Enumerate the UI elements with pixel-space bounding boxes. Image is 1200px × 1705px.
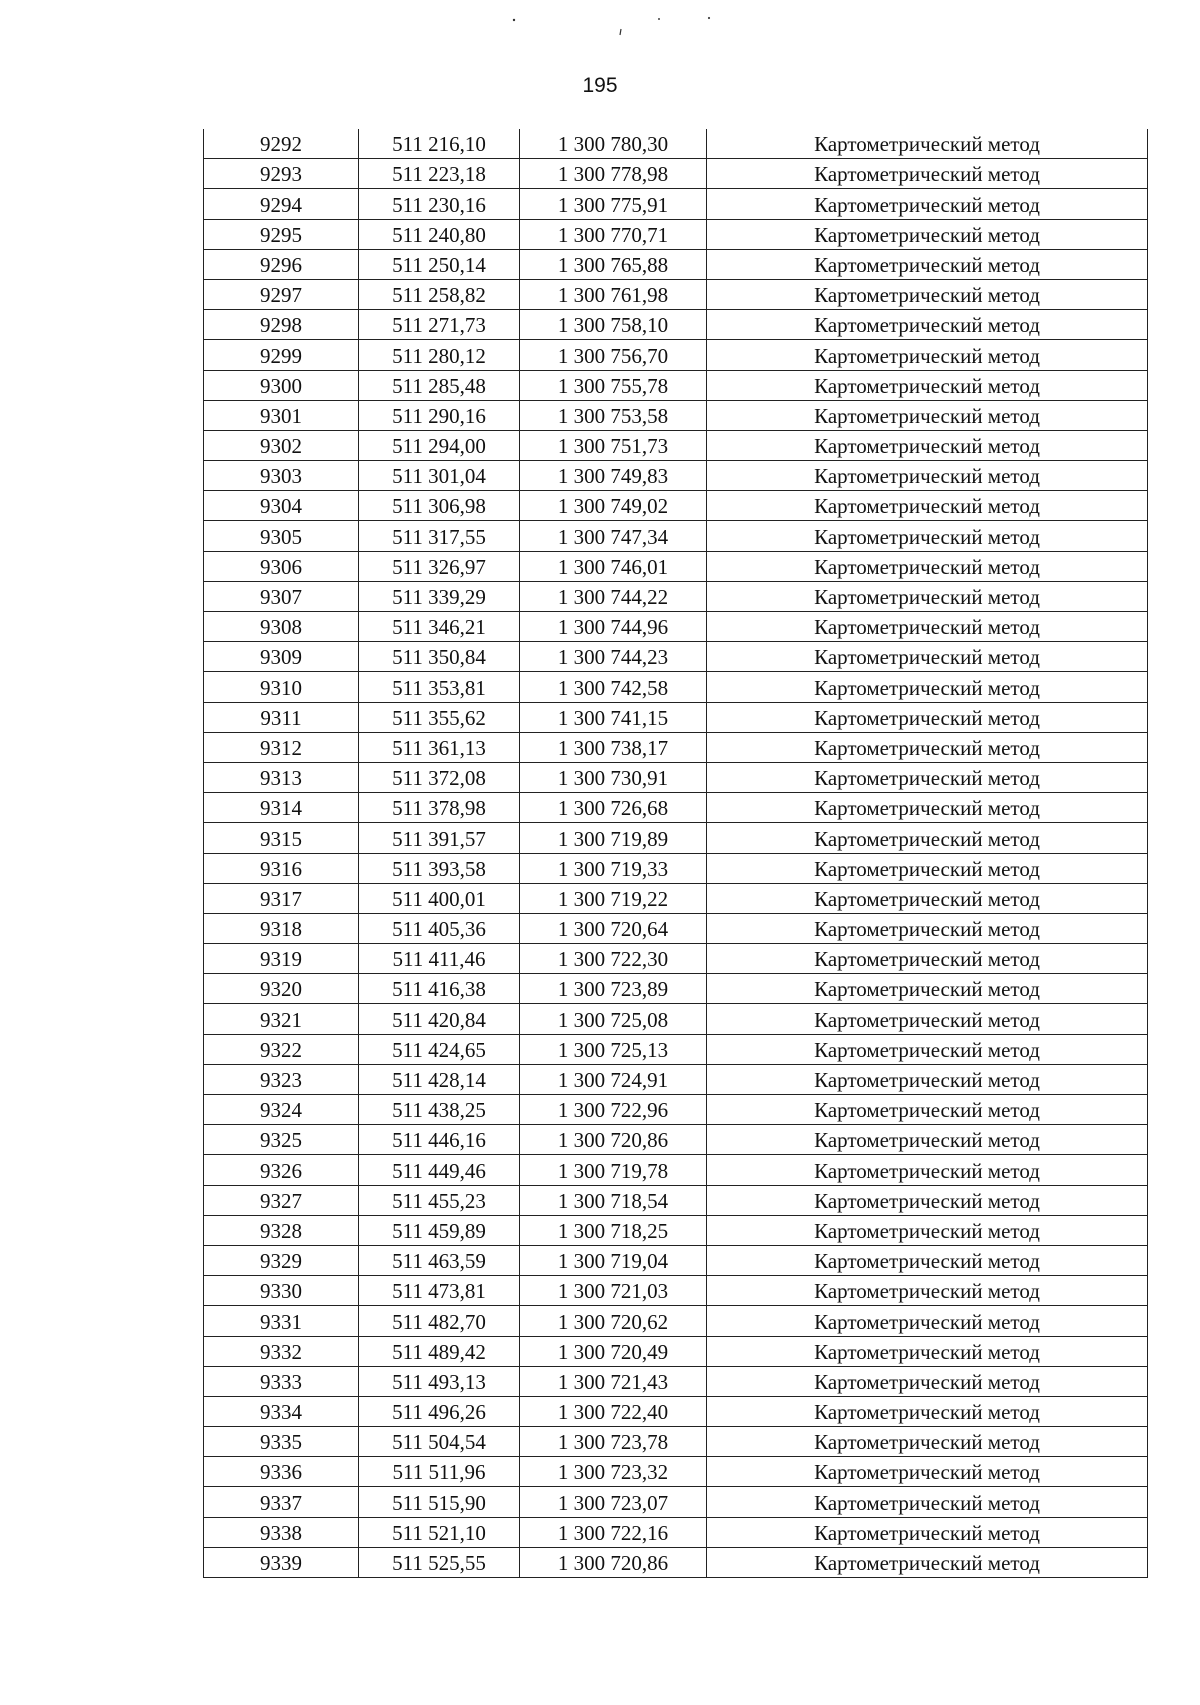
- y-coordinate-cell: 1 300 744,23: [520, 642, 707, 672]
- x-coordinate-cell: 511 230,16: [359, 189, 520, 219]
- point-number-cell: 9307: [204, 581, 359, 611]
- point-number-cell: 9322: [204, 1034, 359, 1064]
- x-coordinate-cell: 511 216,10: [359, 129, 520, 159]
- y-coordinate-cell: 1 300 756,70: [520, 340, 707, 370]
- x-coordinate-cell: 511 411,46: [359, 944, 520, 974]
- table-row: [204, 551, 1148, 581]
- method-cell: Картометрический метод: [707, 279, 1148, 309]
- table-row: [204, 732, 1148, 762]
- table-row: [204, 1215, 1148, 1245]
- y-coordinate-cell: 1 300 755,78: [520, 370, 707, 400]
- x-coordinate-cell: 511 223,18: [359, 159, 520, 189]
- point-number-cell: 9303: [204, 461, 359, 491]
- y-coordinate-cell: 1 300 753,58: [520, 400, 707, 430]
- point-number-cell: 9325: [204, 1125, 359, 1155]
- y-coordinate-cell: 1 300 722,96: [520, 1095, 707, 1125]
- x-coordinate-cell: 511 361,13: [359, 732, 520, 762]
- y-coordinate-cell: 1 300 770,71: [520, 219, 707, 249]
- method-cell: Картометрический метод: [707, 1215, 1148, 1245]
- method-cell: Картометрический метод: [707, 702, 1148, 732]
- point-number-cell: 9305: [204, 521, 359, 551]
- method-cell: Картометрический метод: [707, 340, 1148, 370]
- table-row: [204, 1185, 1148, 1215]
- x-coordinate-cell: 511 285,48: [359, 370, 520, 400]
- table-row: [204, 491, 1148, 521]
- x-coordinate-cell: 511 489,42: [359, 1336, 520, 1366]
- method-cell: Картометрический метод: [707, 853, 1148, 883]
- point-number-cell: 9294: [204, 189, 359, 219]
- table-row: [204, 1427, 1148, 1457]
- y-coordinate-cell: 1 300 723,89: [520, 974, 707, 1004]
- method-cell: Картометрический метод: [707, 612, 1148, 642]
- point-number-cell: 9310: [204, 672, 359, 702]
- point-number-cell: 9309: [204, 642, 359, 672]
- point-number-cell: 9324: [204, 1095, 359, 1125]
- scan-specks: [0, 14, 1200, 44]
- table-row: [204, 400, 1148, 430]
- table-row: [204, 612, 1148, 642]
- x-coordinate-cell: 511 463,59: [359, 1245, 520, 1275]
- y-coordinate-cell: 1 300 723,32: [520, 1457, 707, 1487]
- table-row: [204, 1004, 1148, 1034]
- method-cell: Картометрический метод: [707, 249, 1148, 279]
- table-row: [204, 310, 1148, 340]
- coordinates-table: [203, 129, 1148, 1578]
- point-number-cell: 9304: [204, 491, 359, 521]
- y-coordinate-cell: 1 300 746,01: [520, 551, 707, 581]
- method-cell: Картометрический метод: [707, 1427, 1148, 1457]
- page-number: 195: [582, 74, 618, 97]
- y-coordinate-cell: 1 300 751,73: [520, 430, 707, 460]
- table-row: [204, 159, 1148, 189]
- table-row: [204, 129, 1148, 159]
- point-number-cell: 9335: [204, 1427, 359, 1457]
- method-cell: Картометрический метод: [707, 370, 1148, 400]
- table-row: [204, 1457, 1148, 1487]
- y-coordinate-cell: 1 300 744,22: [520, 581, 707, 611]
- y-coordinate-cell: 1 300 758,10: [520, 310, 707, 340]
- coordinates-table-body: [204, 129, 1148, 1578]
- table-row: [204, 1517, 1148, 1547]
- x-coordinate-cell: 511 504,54: [359, 1427, 520, 1457]
- y-coordinate-cell: 1 300 775,91: [520, 189, 707, 219]
- point-number-cell: 9328: [204, 1215, 359, 1245]
- table-row: [204, 1487, 1148, 1517]
- method-cell: Картометрический метод: [707, 1034, 1148, 1064]
- table-row: [204, 370, 1148, 400]
- table-row: [204, 913, 1148, 943]
- y-coordinate-cell: 1 300 720,62: [520, 1306, 707, 1336]
- table-row: [204, 581, 1148, 611]
- point-number-cell: 9330: [204, 1276, 359, 1306]
- y-coordinate-cell: 1 300 718,25: [520, 1215, 707, 1245]
- table-row: [204, 1547, 1148, 1577]
- y-coordinate-cell: 1 300 722,30: [520, 944, 707, 974]
- x-coordinate-cell: 511 525,55: [359, 1547, 520, 1577]
- table-row: [204, 461, 1148, 491]
- y-coordinate-cell: 1 300 725,13: [520, 1034, 707, 1064]
- x-coordinate-cell: 511 515,90: [359, 1487, 520, 1517]
- method-cell: Картометрический метод: [707, 1457, 1148, 1487]
- y-coordinate-cell: 1 300 722,16: [520, 1517, 707, 1547]
- method-cell: Картометрический метод: [707, 883, 1148, 913]
- table-row: [204, 1366, 1148, 1396]
- x-coordinate-cell: 511 511,96: [359, 1457, 520, 1487]
- method-cell: Картометрический метод: [707, 1095, 1148, 1125]
- x-coordinate-cell: 511 496,26: [359, 1396, 520, 1426]
- y-coordinate-cell: 1 300 765,88: [520, 249, 707, 279]
- x-coordinate-cell: 511 290,16: [359, 400, 520, 430]
- method-cell: Картометрический метод: [707, 1396, 1148, 1426]
- table-row: [204, 944, 1148, 974]
- point-number-cell: 9323: [204, 1064, 359, 1094]
- point-number-cell: 9321: [204, 1004, 359, 1034]
- y-coordinate-cell: 1 300 719,33: [520, 853, 707, 883]
- method-cell: Картометрический метод: [707, 762, 1148, 792]
- y-coordinate-cell: 1 300 719,89: [520, 823, 707, 853]
- x-coordinate-cell: 511 326,97: [359, 551, 520, 581]
- point-number-cell: 9336: [204, 1457, 359, 1487]
- y-coordinate-cell: 1 300 724,91: [520, 1064, 707, 1094]
- x-coordinate-cell: 511 317,55: [359, 521, 520, 551]
- point-number-cell: 9318: [204, 913, 359, 943]
- table-row: [204, 1336, 1148, 1366]
- y-coordinate-cell: 1 300 720,49: [520, 1336, 707, 1366]
- x-coordinate-cell: 511 372,08: [359, 762, 520, 792]
- point-number-cell: 9317: [204, 883, 359, 913]
- point-number-cell: 9292: [204, 129, 359, 159]
- x-coordinate-cell: 511 416,38: [359, 974, 520, 1004]
- point-number-cell: 9331: [204, 1306, 359, 1336]
- x-coordinate-cell: 511 271,73: [359, 310, 520, 340]
- point-number-cell: 9316: [204, 853, 359, 883]
- point-number-cell: 9338: [204, 1517, 359, 1547]
- table-row: [204, 672, 1148, 702]
- table-row: [204, 1095, 1148, 1125]
- method-cell: Картометрический метод: [707, 1125, 1148, 1155]
- y-coordinate-cell: 1 300 730,91: [520, 762, 707, 792]
- y-coordinate-cell: 1 300 718,54: [520, 1185, 707, 1215]
- method-cell: Картометрический метод: [707, 793, 1148, 823]
- x-coordinate-cell: 511 455,23: [359, 1185, 520, 1215]
- method-cell: Картометрический метод: [707, 1487, 1148, 1517]
- table-row: [204, 1034, 1148, 1064]
- table-row: [204, 702, 1148, 732]
- point-number-cell: 9339: [204, 1547, 359, 1577]
- table-row: [204, 1245, 1148, 1275]
- x-coordinate-cell: 511 346,21: [359, 612, 520, 642]
- point-number-cell: 9319: [204, 944, 359, 974]
- method-cell: Картометрический метод: [707, 521, 1148, 551]
- method-cell: Картометрический метод: [707, 732, 1148, 762]
- point-number-cell: 9313: [204, 762, 359, 792]
- y-coordinate-cell: 1 300 719,22: [520, 883, 707, 913]
- y-coordinate-cell: 1 300 749,02: [520, 491, 707, 521]
- method-cell: Картометрический метод: [707, 672, 1148, 702]
- method-cell: Картометрический метод: [707, 913, 1148, 943]
- table-row: [204, 521, 1148, 551]
- y-coordinate-cell: 1 300 742,58: [520, 672, 707, 702]
- point-number-cell: 9311: [204, 702, 359, 732]
- method-cell: Картометрический метод: [707, 1336, 1148, 1366]
- x-coordinate-cell: 511 493,13: [359, 1366, 520, 1396]
- x-coordinate-cell: 511 459,89: [359, 1215, 520, 1245]
- point-number-cell: 9334: [204, 1396, 359, 1426]
- point-number-cell: 9296: [204, 249, 359, 279]
- table-row: [204, 793, 1148, 823]
- x-coordinate-cell: 511 482,70: [359, 1306, 520, 1336]
- method-cell: Картометрический метод: [707, 944, 1148, 974]
- method-cell: Картометрический метод: [707, 581, 1148, 611]
- x-coordinate-cell: 511 280,12: [359, 340, 520, 370]
- point-number-cell: 9315: [204, 823, 359, 853]
- y-coordinate-cell: 1 300 720,64: [520, 913, 707, 943]
- point-number-cell: 9302: [204, 430, 359, 460]
- y-coordinate-cell: 1 300 723,78: [520, 1427, 707, 1457]
- point-number-cell: 9308: [204, 612, 359, 642]
- point-number-cell: 9297: [204, 279, 359, 309]
- point-number-cell: 9298: [204, 310, 359, 340]
- method-cell: Картометрический метод: [707, 159, 1148, 189]
- y-coordinate-cell: 1 300 721,03: [520, 1276, 707, 1306]
- x-coordinate-cell: 511 473,81: [359, 1276, 520, 1306]
- point-number-cell: 9301: [204, 400, 359, 430]
- x-coordinate-cell: 511 355,62: [359, 702, 520, 732]
- point-number-cell: 9312: [204, 732, 359, 762]
- method-cell: Картометрический метод: [707, 823, 1148, 853]
- y-coordinate-cell: 1 300 722,40: [520, 1396, 707, 1426]
- y-coordinate-cell: 1 300 720,86: [520, 1547, 707, 1577]
- method-cell: Картометрический метод: [707, 1245, 1148, 1275]
- y-coordinate-cell: 1 300 741,15: [520, 702, 707, 732]
- table-row: [204, 823, 1148, 853]
- x-coordinate-cell: 511 258,82: [359, 279, 520, 309]
- method-cell: Картометрический метод: [707, 400, 1148, 430]
- table-row: [204, 642, 1148, 672]
- method-cell: Картометрический метод: [707, 1185, 1148, 1215]
- y-coordinate-cell: 1 300 761,98: [520, 279, 707, 309]
- x-coordinate-cell: 511 250,14: [359, 249, 520, 279]
- y-coordinate-cell: 1 300 747,34: [520, 521, 707, 551]
- method-cell: Картометрический метод: [707, 310, 1148, 340]
- table-row: [204, 1276, 1148, 1306]
- point-number-cell: 9299: [204, 340, 359, 370]
- x-coordinate-cell: 511 424,65: [359, 1034, 520, 1064]
- y-coordinate-cell: 1 300 744,96: [520, 612, 707, 642]
- x-coordinate-cell: 511 378,98: [359, 793, 520, 823]
- method-cell: Картометрический метод: [707, 129, 1148, 159]
- x-coordinate-cell: 511 306,98: [359, 491, 520, 521]
- x-coordinate-cell: 511 405,36: [359, 913, 520, 943]
- point-number-cell: 9337: [204, 1487, 359, 1517]
- point-number-cell: 9293: [204, 159, 359, 189]
- table-row: [204, 1125, 1148, 1155]
- table-row: [204, 430, 1148, 460]
- method-cell: Картометрический метод: [707, 642, 1148, 672]
- point-number-cell: 9329: [204, 1245, 359, 1275]
- table-row: [204, 1306, 1148, 1336]
- point-number-cell: 9333: [204, 1366, 359, 1396]
- method-cell: Картометрический метод: [707, 1276, 1148, 1306]
- y-coordinate-cell: 1 300 738,17: [520, 732, 707, 762]
- table-row: [204, 189, 1148, 219]
- table-row: [204, 853, 1148, 883]
- table-row: [204, 1155, 1148, 1185]
- x-coordinate-cell: 511 393,58: [359, 853, 520, 883]
- method-cell: Картометрический метод: [707, 1547, 1148, 1577]
- table-row: [204, 340, 1148, 370]
- method-cell: Картометрический метод: [707, 551, 1148, 581]
- table-row: [204, 974, 1148, 1004]
- table-row: [204, 249, 1148, 279]
- table-row: [204, 279, 1148, 309]
- x-coordinate-cell: 511 391,57: [359, 823, 520, 853]
- point-number-cell: 9332: [204, 1336, 359, 1366]
- method-cell: Картометрический метод: [707, 1064, 1148, 1094]
- method-cell: Картометрический метод: [707, 1517, 1148, 1547]
- method-cell: Картометрический метод: [707, 430, 1148, 460]
- x-coordinate-cell: 511 400,01: [359, 883, 520, 913]
- table-row: [204, 219, 1148, 249]
- table-row: [204, 1064, 1148, 1094]
- point-number-cell: 9320: [204, 974, 359, 1004]
- x-coordinate-cell: 511 446,16: [359, 1125, 520, 1155]
- method-cell: Картометрический метод: [707, 1306, 1148, 1336]
- y-coordinate-cell: 1 300 719,04: [520, 1245, 707, 1275]
- x-coordinate-cell: 511 339,29: [359, 581, 520, 611]
- x-coordinate-cell: 511 294,00: [359, 430, 520, 460]
- method-cell: Картометрический метод: [707, 974, 1148, 1004]
- method-cell: Картометрический метод: [707, 1366, 1148, 1396]
- point-number-cell: 9314: [204, 793, 359, 823]
- point-number-cell: 9326: [204, 1155, 359, 1185]
- y-coordinate-cell: 1 300 726,68: [520, 793, 707, 823]
- y-coordinate-cell: 1 300 749,83: [520, 461, 707, 491]
- x-coordinate-cell: 511 301,04: [359, 461, 520, 491]
- method-cell: Картометрический метод: [707, 1155, 1148, 1185]
- point-number-cell: 9295: [204, 219, 359, 249]
- x-coordinate-cell: 511 521,10: [359, 1517, 520, 1547]
- method-cell: Картометрический метод: [707, 219, 1148, 249]
- x-coordinate-cell: 511 350,84: [359, 642, 520, 672]
- x-coordinate-cell: 511 240,80: [359, 219, 520, 249]
- y-coordinate-cell: 1 300 725,08: [520, 1004, 707, 1034]
- x-coordinate-cell: 511 438,25: [359, 1095, 520, 1125]
- method-cell: Картометрический метод: [707, 189, 1148, 219]
- point-number-cell: 9327: [204, 1185, 359, 1215]
- table-row: [204, 762, 1148, 792]
- y-coordinate-cell: 1 300 720,86: [520, 1125, 707, 1155]
- point-number-cell: 9300: [204, 370, 359, 400]
- table-row: [204, 883, 1148, 913]
- x-coordinate-cell: 511 428,14: [359, 1064, 520, 1094]
- point-number-cell: 9306: [204, 551, 359, 581]
- y-coordinate-cell: 1 300 721,43: [520, 1366, 707, 1396]
- method-cell: Картометрический метод: [707, 491, 1148, 521]
- method-cell: Картометрический метод: [707, 461, 1148, 491]
- y-coordinate-cell: 1 300 719,78: [520, 1155, 707, 1185]
- method-cell: Картометрический метод: [707, 1004, 1148, 1034]
- x-coordinate-cell: 511 449,46: [359, 1155, 520, 1185]
- y-coordinate-cell: 1 300 778,98: [520, 159, 707, 189]
- y-coordinate-cell: 1 300 723,07: [520, 1487, 707, 1517]
- y-coordinate-cell: 1 300 780,30: [520, 129, 707, 159]
- table-row: [204, 1396, 1148, 1426]
- x-coordinate-cell: 511 420,84: [359, 1004, 520, 1034]
- x-coordinate-cell: 511 353,81: [359, 672, 520, 702]
